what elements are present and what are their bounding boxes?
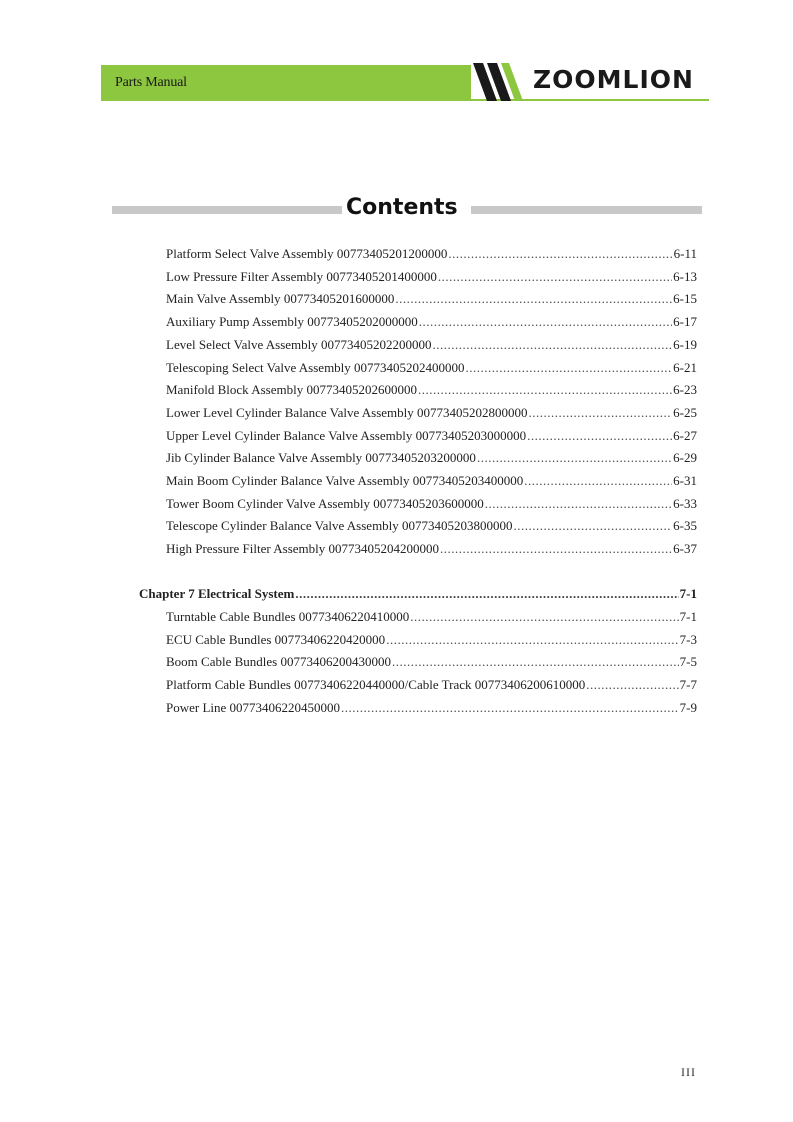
toc-entry-title: Manifold Block Assembly 00773405202600000 [166, 382, 417, 398]
toc-entry[interactable] [166, 496, 697, 512]
dot-leader [440, 541, 672, 557]
toc-entry-title: Lower Level Cylinder Balance Valve Assembly 00773405202800000 [166, 404, 528, 420]
dot-leader [295, 586, 678, 602]
zoomlion-logo: ZOOMLION [533, 65, 694, 94]
toc-entry-title: Jib Cylinder Balance Valve Assembly 00773405203200000 [166, 450, 476, 466]
toc-entry-title: Boom Cable Bundles 00773406200430000 [166, 654, 391, 670]
toc-entry-title: Main Boom Cylinder Balance Valve Assembly 00773405203400000 [166, 473, 524, 488]
toc-page-number: 6-17 [673, 314, 697, 330]
dot-leader [392, 654, 679, 670]
toc-page-number: 7-3 [679, 631, 697, 647]
dot-leader [410, 609, 678, 625]
toc-page-number: 7-7 [679, 677, 697, 693]
toc-page-number: 6-23 [673, 382, 697, 398]
dot-leader [529, 405, 673, 421]
toc-page-number: 6-37 [673, 541, 697, 557]
toc-entry[interactable] [166, 654, 697, 670]
toc-chapter-row[interactable] [139, 586, 697, 602]
toc-entry[interactable] [166, 269, 697, 285]
toc-entry-title: Power Line 00773406220450000 [166, 699, 341, 715]
toc-entry-title: ECU Cable Bundles 00773406220420000 [166, 631, 386, 647]
toc-entry[interactable] [166, 337, 697, 353]
dot-leader [418, 382, 672, 398]
toc-page-number: 6-29 [673, 450, 697, 466]
toc-page-number: 7-5 [679, 654, 697, 670]
dot-leader [438, 269, 672, 285]
toc-entry[interactable] [166, 541, 697, 557]
dot-leader [524, 473, 672, 489]
dot-leader [514, 518, 673, 534]
header-underline [101, 99, 709, 101]
dot-leader [395, 291, 672, 307]
toc-page-number: 7-1 [679, 586, 697, 601]
heading-rule-right [471, 206, 702, 214]
toc-entry-title: Tower Boom Cylinder Valve Assembly 00773405203600000 [166, 495, 484, 511]
toc-entry-title: Upper Level Cylinder Balance Valve Assembly 00773405203000000 [166, 427, 527, 443]
toc-entry[interactable] [166, 632, 697, 648]
page-number: III [681, 1065, 696, 1079]
toc-entry[interactable] [166, 314, 697, 330]
toc-entry[interactable] [166, 473, 697, 489]
dot-leader [466, 360, 673, 376]
toc-entry[interactable] [166, 246, 697, 262]
toc-entry-title: Telescoping Select Valve Assembly 00773405202400000 [166, 359, 465, 375]
toc-entry[interactable] [166, 360, 697, 376]
toc-entry[interactable] [166, 609, 697, 625]
page-header [101, 63, 709, 101]
toc-page-number: 6-33 [673, 495, 697, 511]
toc-entry-title: Chapter 7 Electrical System [139, 586, 295, 601]
dot-leader [386, 632, 678, 648]
contents-heading [0, 195, 793, 225]
toc-entry-title: High Pressure Filter Assembly 00773405204200000 [166, 541, 439, 557]
dot-leader [448, 246, 672, 262]
toc-page-number: 6-27 [673, 427, 697, 443]
toc-page-number: 6-19 [673, 336, 697, 352]
toc-page-number: 7-1 [679, 609, 697, 624]
toc-entry-title: Platform Cable Bundles 00773406220440000/Cable Track 00773406200610000 [166, 677, 586, 693]
toc-entry[interactable] [166, 450, 697, 466]
toc-page-number: 6-15 [673, 291, 697, 307]
toc-page-number: 6-13 [673, 268, 697, 284]
toc-entry-title: Low Pressure Filter Assembly 00773405201400000 [166, 268, 437, 284]
toc-entry-title: Turntable Cable Bundles 00773406220410000 [166, 609, 410, 624]
dot-leader [341, 700, 679, 716]
toc-page-number: 6-35 [673, 518, 697, 534]
toc-entry-title: Platform Select Valve Assembly 00773405201200000 [166, 246, 448, 261]
dot-leader [527, 428, 672, 444]
toc-entry[interactable] [166, 291, 697, 307]
dot-leader [485, 496, 672, 512]
toc-entry-title: Level Select Valve Assembly 00773405202200000 [166, 336, 432, 352]
toc-entry[interactable] [166, 405, 697, 421]
toc-entry-title: Auxiliary Pump Assembly 00773405202000000 [166, 314, 418, 330]
toc-entry[interactable] [166, 518, 697, 534]
toc-entry[interactable] [166, 677, 697, 693]
dot-leader [419, 314, 672, 330]
dot-leader [477, 450, 672, 466]
toc-page-number: 6-11 [673, 246, 697, 261]
toc-page-number: 6-21 [673, 359, 697, 375]
toc-entry-title: Telescope Cylinder Balance Valve Assembly 00773405203800000 [166, 518, 513, 534]
toc-entry[interactable] [166, 428, 697, 444]
toc-entry[interactable] [166, 700, 697, 716]
section-label: Parts Manual [115, 75, 187, 90]
dot-leader [586, 677, 678, 693]
toc-page-number: 7-9 [679, 699, 697, 715]
toc-page-number: 6-31 [673, 473, 697, 488]
toc-entry[interactable] [166, 382, 697, 398]
dot-leader [433, 337, 673, 353]
heading-rule-left [112, 206, 342, 214]
toc-page-number: 6-25 [673, 404, 697, 420]
contents-title: Contents [346, 195, 458, 220]
toc-entry-title: Main Valve Assembly 00773405201600000 [166, 291, 395, 307]
